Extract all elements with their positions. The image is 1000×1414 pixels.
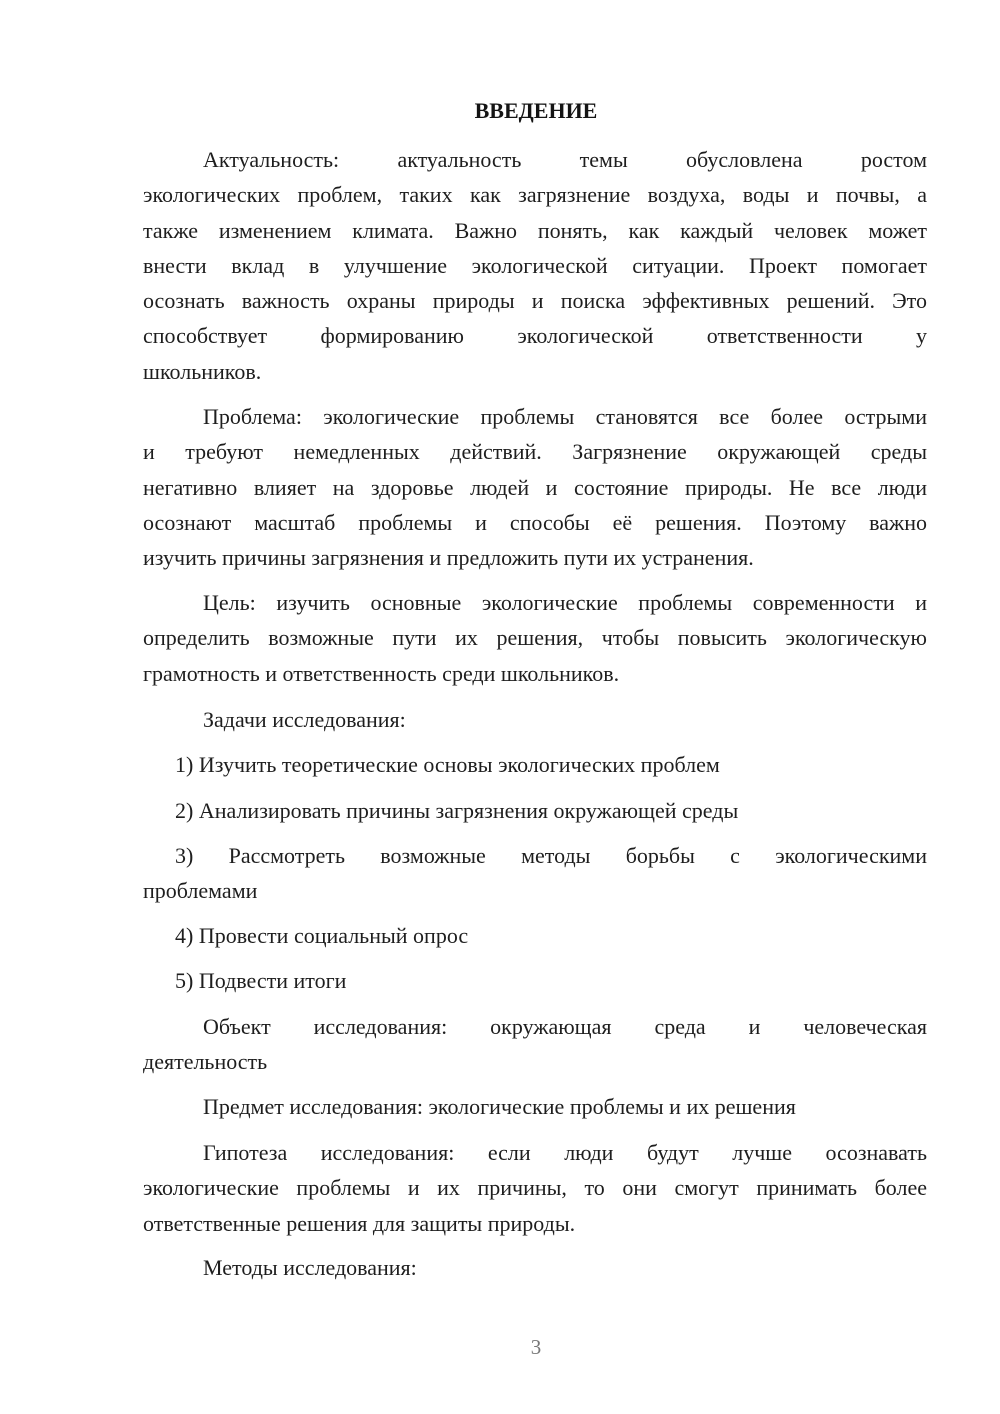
goal-line: определить возможные пути их решения, чтобы повысить экологическую xyxy=(143,625,927,651)
task-item: 5) Подвести итоги xyxy=(175,968,347,993)
task-item: 2) Анализировать причины загрязнения окружающей среды xyxy=(175,798,739,823)
relevance-line: способствует формированию экологической ответственности у xyxy=(143,323,927,349)
hypothesis-line: Гипотеза исследования: если люди будут лучше осознавать xyxy=(203,1140,927,1165)
hypothesis-line: экологические проблемы и их причины, то они смогут принимать более xyxy=(143,1175,927,1201)
relevance-line: осознать важность охраны природы и поиска эффективных решений. Это xyxy=(143,288,927,314)
problem-line: негативно влияет на здоровье людей и состояние природы. Не все люди xyxy=(143,474,927,500)
subject-paragraph: Предмет исследования: экологические проблемы и их решения xyxy=(203,1094,796,1119)
tasks-heading: Задачи исследования: xyxy=(203,707,406,732)
problem-line: и требуют немедленных действий. Загрязнение окружающей среды xyxy=(143,439,927,465)
problem-line: изучить причины загрязнения и предложить пути их устранения. xyxy=(143,545,754,571)
problem-line: осознают масштаб проблемы и способы её решения. Поэтому важно xyxy=(143,509,927,535)
relevance-line: Актуальность: актуальность темы обусловлена ростом xyxy=(203,147,927,172)
object-paragraph: Объект исследования: окружающая среда и человеческая деятельность xyxy=(143,1014,927,1075)
page-title: ВВЕДЕНИЕ xyxy=(474,98,598,123)
relevance-line: экологических проблем, таких как загрязнение воздуха, воды и почвы, а xyxy=(143,182,927,208)
hypothesis-line: ответственные решения для защиты природы. xyxy=(143,1210,576,1236)
goal-paragraph xyxy=(143,585,927,691)
hypothesis-paragraph xyxy=(143,1135,927,1241)
task-item: 4) Провести социальный опрос xyxy=(175,923,469,948)
relevance-line: также изменением климата. Важно понять, как каждый человек может xyxy=(143,217,927,243)
task-item: 1) Изучить теоретические основы экологических проблем xyxy=(175,752,720,777)
goal-line: Цель: изучить основные экологические проблемы современности и xyxy=(203,590,927,615)
page-number: 3 xyxy=(530,1335,542,1359)
task-item: 3) Рассмотреть возможные методы борьбы с экологическими проблемами xyxy=(143,843,927,904)
goal-line: грамотность и ответственность среди школьников. xyxy=(143,660,620,686)
methods-heading: Методы исследования: xyxy=(203,1255,417,1280)
relevance-line: школьников. xyxy=(143,358,262,384)
problem-paragraph xyxy=(143,399,927,575)
problem-line: Проблема: экологические проблемы становятся все более острыми xyxy=(203,404,927,429)
relevance-paragraph xyxy=(143,142,927,389)
relevance-line: внести вклад в улучшение экологической ситуации. Проект помогает xyxy=(143,252,927,278)
